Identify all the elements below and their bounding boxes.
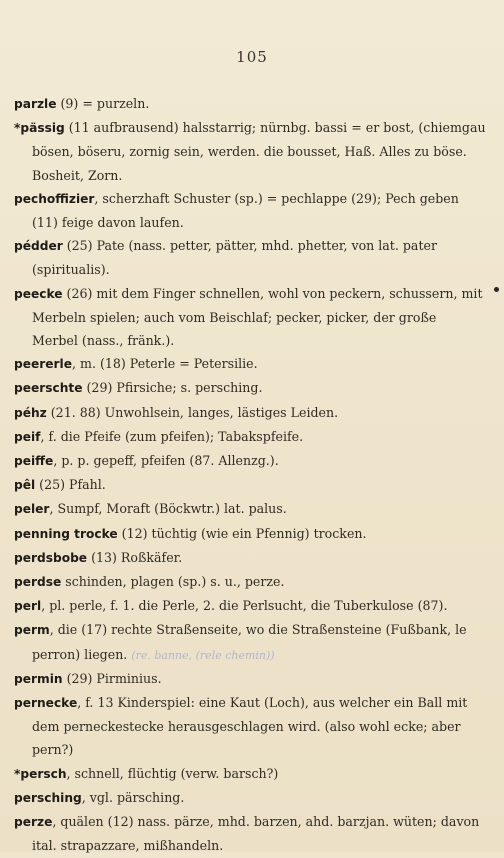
entry-peiffe (14, 449, 486, 473)
headword: peererle (14, 357, 72, 372)
entry-perdsbobe (14, 546, 486, 570)
entry-peif (14, 425, 486, 449)
entry-pedder (14, 234, 486, 281)
definition: , schnell, flüchtig (verw. barsch?) (66, 765, 279, 781)
headword: perl (14, 599, 42, 614)
headword: peerschte (14, 381, 83, 396)
entry-permin (14, 667, 486, 691)
definition: schinden, plagen (sp.) s. u., perze. (61, 574, 285, 590)
headword: perm (14, 623, 50, 638)
definition: , m. (18) Peterle = Petersilie. (72, 356, 258, 372)
entry-pechoffizier (14, 187, 486, 234)
headword: pédder (14, 239, 63, 254)
entry-peecke (14, 282, 486, 353)
definition: , quälen (12) nass. pärze, mhd. barzen, ahd. barzjan. wüten; davon ital. strapazzare, mißhandeln. (32, 814, 480, 854)
entry-persching (14, 786, 486, 810)
definition: , die (17) rechte Straßenseite, wo die Straßensteine (Fußbank, le perron) liegen. (32, 622, 467, 662)
definition: (29) Pirminius. (62, 670, 162, 686)
definition: , f. 13 Kinderspiel: eine Kaut (Loch), aus welcher ein Ball mit dem perneckestecke herausgeschlagen wird. (also wohl ecke; aber pern?) (32, 695, 468, 758)
entry-penning-trocke (14, 522, 486, 546)
definition: (21. 88) Unwohlsein, langes, lästiges Leiden. (46, 404, 339, 420)
headword: péhz (14, 405, 47, 420)
definition: (11 aufbrausend) halsstarrig; nürnbg. bassi = er bost, (chiemgau bösen, böseru, zornig sein, werden. die bousset, Haß. Alles zu böse. Bosheit, Zorn. (32, 120, 486, 183)
headword: persching (14, 790, 82, 805)
entry-peler (14, 497, 486, 521)
headword: pechoffizier (14, 191, 95, 206)
definition: , f. die Pfeife (zum pfeifen); Tabakspfeife. (40, 428, 304, 444)
definition: , pl. perle, f. 1. die Perle, 2. die Perlsucht, die Tuberkulose (87). (41, 598, 448, 614)
headword: penning trocke (14, 526, 118, 541)
entry-persch (14, 762, 486, 786)
entry-parzle (14, 92, 486, 116)
definition: , vgl. pärsching. (81, 789, 185, 805)
definition: , scherzhaft Schuster (sp.) = pechlappe (29); Pech geben (11) feige davon laufen. (32, 190, 459, 231)
definition: , Sumpf, Moraft (Böckwtr.) lat. palus. (49, 501, 287, 517)
headword: perze (14, 815, 53, 830)
definition: (12) tüchtig (wie ein Pfennig) trocken. (117, 525, 367, 541)
entry-pernecke (14, 691, 486, 762)
headword: pêl (14, 478, 36, 493)
headword: parzle (14, 97, 57, 111)
definition: (13) Roßkäfer. (87, 549, 183, 565)
headword: perdse (14, 575, 62, 590)
entry-perm (14, 618, 486, 666)
entry-pel (14, 473, 486, 497)
entry-pehz (14, 401, 486, 425)
headword: peiffe (14, 454, 54, 469)
entry-perze (14, 810, 486, 857)
page-number: 105 (236, 48, 268, 66)
entry-peerschte (14, 376, 486, 400)
headword: peecke (14, 286, 63, 301)
definition: , p. p. gepeff, pfeifen (87. Allenzg.). (53, 453, 279, 469)
entry-perdse (14, 570, 486, 594)
headword: pernecke (14, 696, 78, 711)
entry-peererle (14, 352, 486, 376)
pencil-annotation: (re. banne, (rele chemin)) (131, 648, 275, 662)
headword: *pässig (14, 121, 65, 136)
headword: *persch (14, 766, 67, 781)
headword: peif (14, 429, 41, 444)
entry-perl (14, 594, 486, 618)
margin-mark (494, 287, 499, 292)
definition: (26) mit dem Finger schnellen, wohl von peckern, schussern, mit Merbeln spielen; auch vom Beischlaf; pecker, picker, der große Merbel (nass., fränk.). (32, 285, 483, 349)
entry-paessig (14, 116, 486, 187)
headword: peler (14, 502, 50, 517)
definition: (9) = purzeln. (56, 96, 150, 111)
headword: permin (14, 671, 63, 686)
definition: (25) Pfahl. (35, 477, 106, 493)
definition: (29) Pfirsiche; s. persching. (82, 380, 263, 396)
definition: (25) Pate (nass. petter, pätter, mhd. phetter, von lat. pater (spiritualis). (32, 238, 437, 278)
dictionary-entries (14, 92, 486, 858)
headword: perdsbobe (14, 550, 88, 565)
